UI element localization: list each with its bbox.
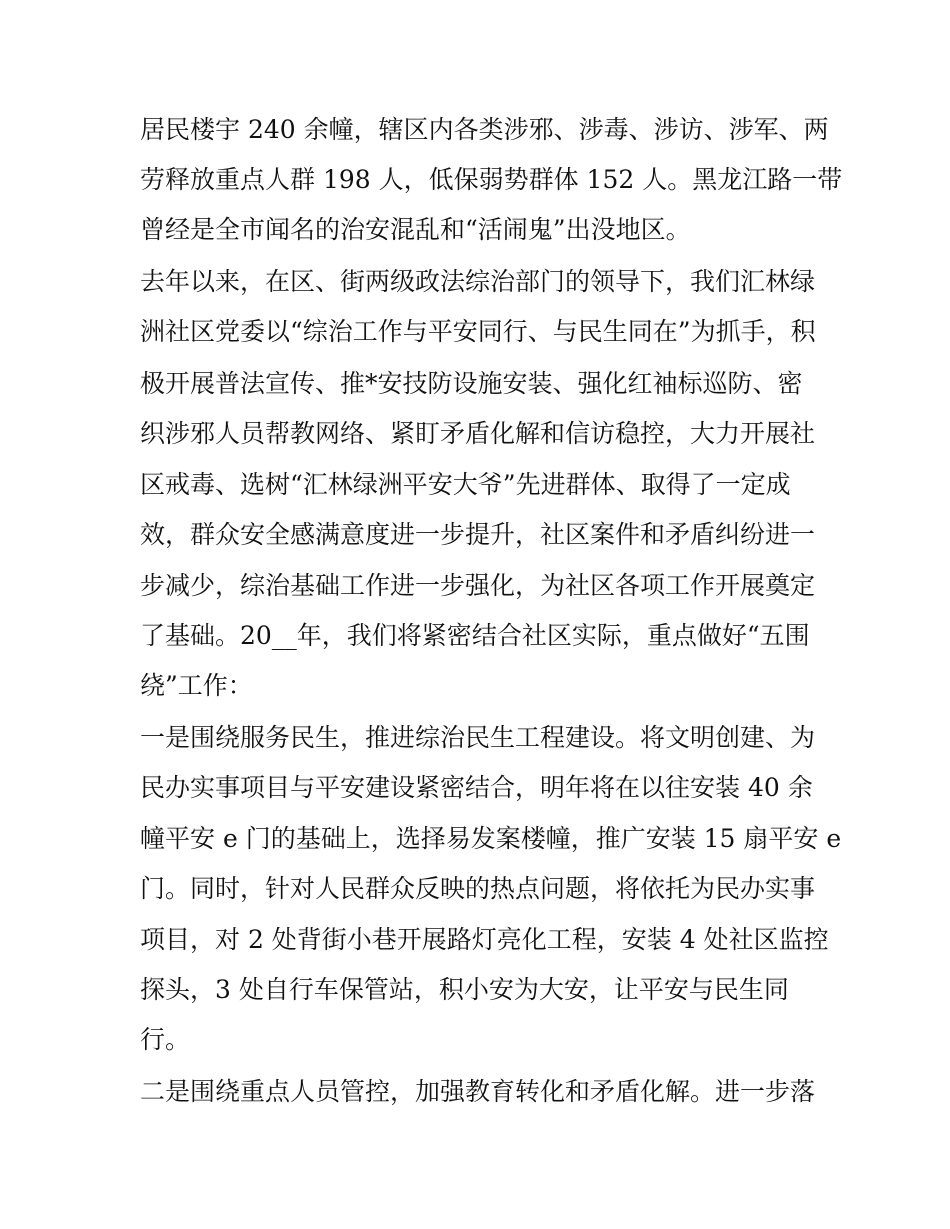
text-line: 一是围绕服务民生，推进综治民生工程建设。将文明创建、为 [140,723,816,752]
text-line: 极开展普法宣传、推*安技防设施安装、强化红袖标巡防、密 [140,369,803,398]
text-line: 效，群众安全感满意度进一步提升，社区案件和矛盾纠纷进一 [140,520,816,549]
text-line: 步减少，综治基础工作进一步强化，为社区各项工作开展奠定 [140,571,816,600]
text-line: 去年以来，在区、街两级政法综治部门的领导下，我们汇林绿 [140,267,816,296]
text-line: 洲社区党委以“综治工作与平安同行、与民生同在”为抓手，积 [140,317,816,346]
text-line: 居民楼宇 240 余幢，辖区内各类涉邪、涉毒、涉访、涉军、两 [140,115,829,144]
text-line: 劳释放重点人群 198 人，低保弱势群体 152 人。黑龙江路一带 [140,165,843,194]
text-line: 织涉邪人员帮教网络、紧盯矛盾化解和信访稳控，大力开展社 [140,419,816,448]
text-line: 民办实事项目与平安建设紧密结合，明年将在以往安装 40 余 [140,773,813,802]
text-line: 曾经是全市闻名的治安混乱和“活闹鬼”出没地区。 [140,215,691,244]
text-line: 了基础。20__年，我们将紧密结合社区实际，重点做好“五围 [140,621,810,650]
text-line: 行。 [140,1025,191,1054]
text-line: 幢平安 e 门的基础上，选择易发案楼幢，推广安装 15 扇平安 e [140,824,842,853]
text-line: 绕”工作： [140,671,253,700]
text-line: 区戒毒、选树“汇林绿洲平安大爷”先进群体、取得了一定成 [140,470,791,499]
text-line: 门。同时，针对人民群众反映的热点问题，将依托为民办实事 [140,874,816,903]
text-line: 项目，对 2 处背街小巷开展路灯亮化工程，安装 4 处社区监控 [140,925,829,954]
text-line: 探头，3 处自行车保管站，积小安为大安，让平安与民生同 [140,975,789,1004]
text-line: 二是围绕重点人员管控，加强教育转化和矛盾化解。进一步落 [140,1077,816,1106]
